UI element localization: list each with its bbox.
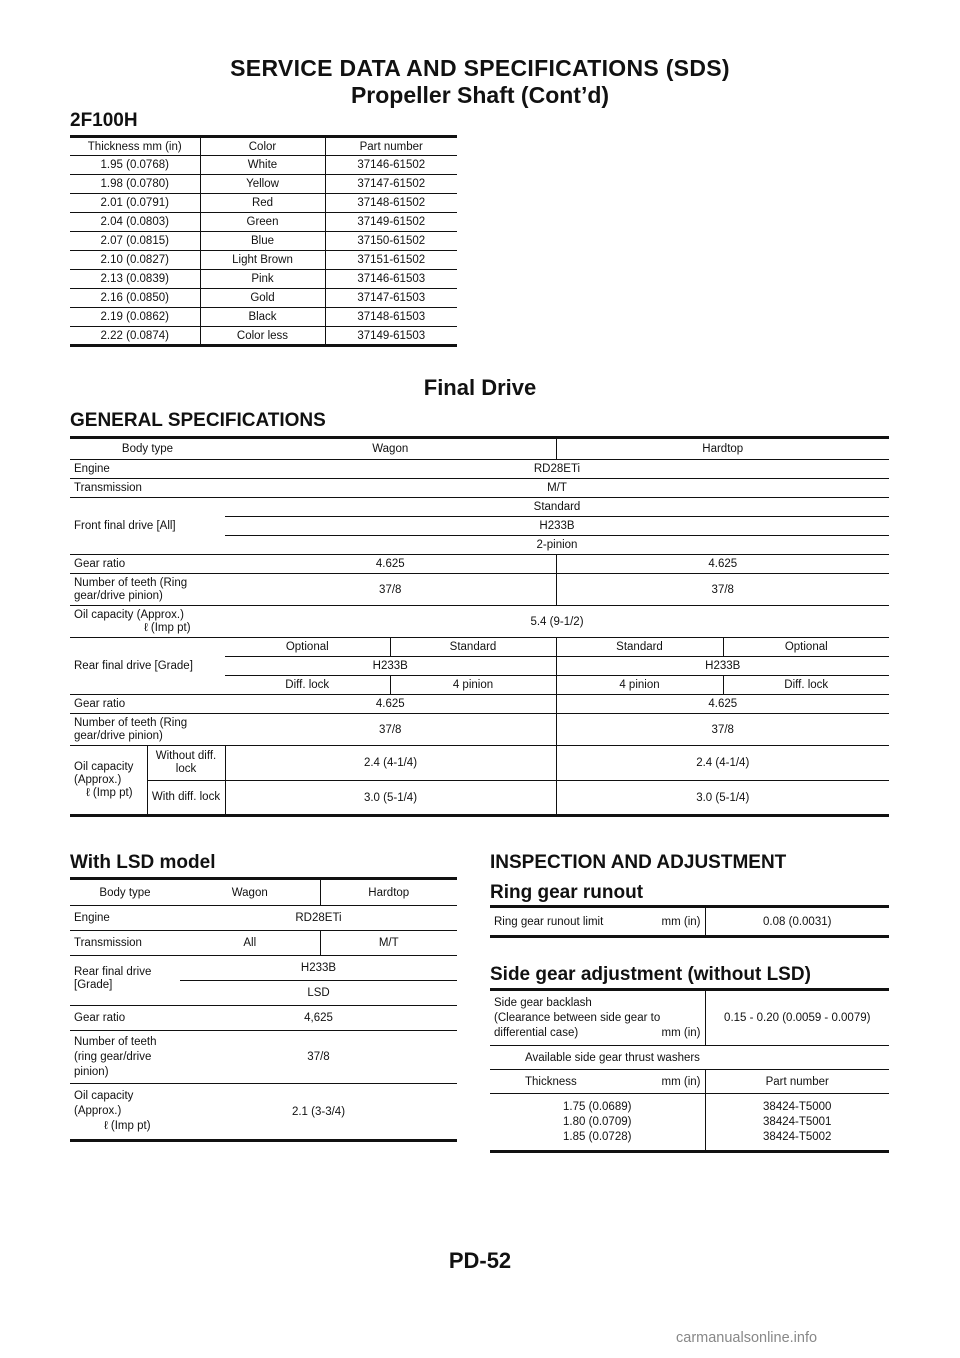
shim-table bbox=[70, 135, 457, 347]
part-header: Part number bbox=[705, 1070, 889, 1094]
shim-cell: 2.04 (0.0803) bbox=[70, 213, 200, 232]
lsd-oil-unit: ℓ (Imp pt) bbox=[104, 1120, 151, 1132]
lsd-oil-value: 2.1 (3-3/4) bbox=[291, 1105, 346, 1118]
front-teeth-hardtop: 37/8 bbox=[556, 574, 889, 606]
shim-cell: Light Brown bbox=[200, 251, 325, 270]
rear-grade-1: Optional bbox=[225, 638, 390, 657]
shim-cell: 2.22 (0.0874) bbox=[100, 329, 169, 342]
shim-cell: Color less bbox=[200, 327, 325, 346]
part-1: 38424-T5000 bbox=[763, 1100, 832, 1113]
rear-model-hardtop: H233B bbox=[556, 657, 889, 676]
rear-gear-ratio-label: Gear ratio bbox=[70, 695, 225, 714]
shim-cell: 37151-61502 bbox=[325, 251, 457, 270]
shim-cell: Red bbox=[200, 194, 325, 213]
rear-teeth-wagon: 37/8 bbox=[225, 714, 556, 746]
shim-cell: Yellow bbox=[200, 175, 325, 194]
backlash-line-3-row bbox=[494, 1026, 701, 1041]
backlash-line-1: Side gear backlash bbox=[494, 996, 592, 1009]
backlash-line-2: (Clearance between side gear to bbox=[494, 1011, 661, 1024]
rear-teeth-hardtop: 37/8 bbox=[556, 714, 889, 746]
lsd-gear-ratio-label: Gear ratio bbox=[70, 1006, 180, 1031]
lsd-trans-hardtop: M/T bbox=[320, 931, 457, 956]
shim-cell: 2.16 (0.0850) bbox=[70, 289, 200, 308]
thickness-unit: mm (in) bbox=[661, 1075, 701, 1088]
front-model: H233B bbox=[225, 517, 889, 536]
shim-cell: 2.19 (0.0862) bbox=[70, 308, 200, 327]
rear-teeth-label: Number of teeth (Ring gear/drive pinion) bbox=[70, 714, 225, 746]
shim-cell: 2.13 (0.0839) bbox=[70, 270, 200, 289]
lsd-oil-label-text: Oil capacity (Approx.) bbox=[74, 1090, 134, 1117]
shim-cell: 2.01 (0.0791) bbox=[70, 194, 200, 213]
shim-header-row bbox=[70, 137, 457, 156]
inspection-heading: INSPECTION AND ADJUSTMENT bbox=[490, 852, 787, 873]
lsd-teeth-label: Number of teeth (ring gear/drive pinion) bbox=[70, 1031, 180, 1084]
part-3: 38424-T5002 bbox=[763, 1130, 832, 1143]
shim-cell: 37148-61503 bbox=[325, 308, 457, 327]
front-grade: Standard bbox=[225, 498, 889, 517]
shim-row bbox=[70, 289, 457, 308]
lsd-rear-model: H233B bbox=[180, 956, 457, 981]
runout-label bbox=[490, 907, 705, 937]
thickness-1: 1.75 (0.0689) bbox=[563, 1100, 632, 1113]
lsd-gear-ratio: 4,625 bbox=[180, 1006, 457, 1031]
thickness-header bbox=[490, 1070, 705, 1094]
shim-row bbox=[70, 308, 457, 327]
rear-model-wagon: H233B bbox=[225, 657, 556, 676]
shim-col-header: Thickness mm (in) bbox=[70, 137, 200, 156]
engine-value: RD28ETi bbox=[225, 460, 889, 479]
shim-row bbox=[70, 156, 457, 175]
shim-row bbox=[70, 327, 457, 346]
shim-row bbox=[70, 251, 457, 270]
shim-cell: 37147-61502 bbox=[325, 175, 457, 194]
shim-cell: 2.10 (0.0827) bbox=[70, 251, 200, 270]
front-teeth-label: Number of teeth (Ring gear/drive pinion) bbox=[70, 574, 225, 606]
shim-cell: Green bbox=[200, 213, 325, 232]
lsd-oil-label bbox=[70, 1084, 180, 1141]
shim-heading: 2F100H bbox=[70, 110, 138, 131]
backlash-line-3: differential case) bbox=[494, 1026, 579, 1039]
rear-type-3: 4 pinion bbox=[556, 676, 723, 695]
front-oil-value: 5.4 (9-1/2) bbox=[225, 606, 889, 638]
lsd-table bbox=[70, 877, 457, 1142]
lsd-engine-value: RD28ETi bbox=[180, 906, 457, 931]
shim-cell: Blue bbox=[200, 232, 325, 251]
lsd-heading: With LSD model bbox=[70, 852, 216, 873]
rear-grade-4: Optional bbox=[723, 638, 889, 657]
thickness-values bbox=[490, 1094, 705, 1152]
side-gear-heading: Side gear adjustment (without LSD) bbox=[490, 964, 811, 985]
body-type-hardtop: Hardtop bbox=[556, 438, 889, 460]
rear-oil-label bbox=[70, 746, 147, 816]
backlash-unit: mm (in) bbox=[661, 1026, 701, 1039]
rear-gear-ratio-hardtop: 4.625 bbox=[556, 695, 889, 714]
runout-table bbox=[490, 905, 889, 938]
general-spec-table bbox=[70, 436, 889, 817]
shim-row bbox=[70, 232, 457, 251]
rear-oil-label-text: Oil capacity (Approx.) bbox=[74, 760, 134, 786]
shim-row bbox=[70, 213, 457, 232]
rear-gear-ratio-wagon: 4.625 bbox=[225, 695, 556, 714]
rear-type-2: 4 pinion bbox=[390, 676, 556, 695]
runout-unit: mm (in) bbox=[661, 915, 701, 928]
rear-type-4: Diff. lock bbox=[723, 676, 889, 695]
lsd-body-wagon: Wagon bbox=[180, 879, 320, 906]
thickness-label: Thickness bbox=[525, 1075, 577, 1088]
transmission-label: Transmission bbox=[70, 479, 225, 498]
page-header-subtitle: Propeller Shaft (Cont’d) bbox=[350, 82, 610, 108]
oil-without-wagon: 2.4 (4-1/4) bbox=[225, 746, 556, 781]
shim-cell: 37149-61502 bbox=[325, 213, 457, 232]
body-type-wagon: Wagon bbox=[225, 438, 556, 460]
front-oil-unit: ℓ (Imp pt) bbox=[144, 621, 191, 634]
shim-cell: Black bbox=[200, 308, 325, 327]
lsd-transmission-label: Transmission bbox=[70, 931, 180, 956]
thickness-3: 1.85 (0.0728) bbox=[563, 1130, 632, 1143]
front-drive-label: Front final drive [All] bbox=[70, 498, 225, 555]
front-gear-ratio-label: Gear ratio bbox=[70, 555, 225, 574]
shim-cell: Pink bbox=[200, 270, 325, 289]
shim-cell: White bbox=[200, 156, 325, 175]
lsd-rear-type: LSD bbox=[180, 981, 457, 1006]
oil-with-hardtop: 3.0 (5-1/4) bbox=[556, 781, 889, 816]
engine-label: Engine bbox=[70, 460, 225, 479]
runout-heading: Ring gear runout bbox=[490, 882, 644, 903]
runout-value: 0.08 (0.0031) bbox=[705, 907, 889, 937]
shim-cell: 2.07 (0.0815) bbox=[70, 232, 200, 251]
with-lock-label: With diff. lock bbox=[151, 791, 221, 803]
oil-without-hardtop: 2.4 (4-1/4) bbox=[556, 746, 889, 781]
part-2: 38424-T5001 bbox=[763, 1115, 832, 1128]
side-gear-table bbox=[490, 988, 889, 1153]
lsd-body-type-label: Body type bbox=[70, 879, 180, 906]
thickness-2: 1.80 (0.0709) bbox=[563, 1115, 632, 1128]
runout-label-text: Ring gear runout limit bbox=[494, 915, 604, 928]
shim-cell: 1.98 (0.0780) bbox=[70, 175, 200, 194]
front-gear-ratio-wagon: 4.625 bbox=[225, 555, 556, 574]
body-type-label: Body type bbox=[70, 438, 225, 460]
part-values bbox=[705, 1094, 889, 1152]
transmission-value: M/T bbox=[225, 479, 889, 498]
shim-row bbox=[70, 175, 457, 194]
backlash-value: 0.15 - 0.20 (0.0059 - 0.0079) bbox=[705, 990, 889, 1046]
page-number: PD-52 bbox=[448, 1248, 512, 1273]
shim-cell: 37149-61503 bbox=[325, 327, 457, 346]
shim-cell: 37150-61502 bbox=[325, 232, 457, 251]
rear-type-1: Diff. lock bbox=[225, 676, 390, 695]
page-header-title: SERVICE DATA AND SPECIFICATIONS (SDS) bbox=[230, 55, 730, 81]
shim-cell: 1.95 (0.0768) bbox=[70, 156, 200, 175]
oil-with-wagon: 3.0 (5-1/4) bbox=[225, 781, 556, 816]
lsd-teeth: 37/8 bbox=[180, 1031, 457, 1084]
without-lock-label: Without diff. lock bbox=[147, 746, 225, 781]
shim-row bbox=[70, 270, 457, 289]
front-teeth-wagon: 37/8 bbox=[225, 574, 556, 606]
shim-cell: Gold bbox=[200, 289, 325, 308]
rear-grade-2: Standard bbox=[390, 638, 556, 657]
shim-cell: 37146-61503 bbox=[325, 270, 457, 289]
rear-drive-label: Rear final drive [Grade] bbox=[70, 638, 225, 695]
final-drive-title: Final Drive bbox=[423, 375, 537, 400]
front-gear-ratio-hardtop: 4.625 bbox=[556, 555, 889, 574]
lsd-rear-label: Rear final drive [Grade] bbox=[70, 956, 180, 1006]
lsd-engine-label: Engine bbox=[70, 906, 180, 931]
shim-cell: 37146-61502 bbox=[325, 156, 457, 175]
shim-col-header: Part number bbox=[325, 137, 457, 156]
rear-oil-unit: ℓ (Imp pt) bbox=[86, 786, 133, 799]
rear-grade-3: Standard bbox=[556, 638, 723, 657]
front-oil-label-text: Oil capacity (Approx.) bbox=[74, 608, 184, 621]
front-oil-label bbox=[70, 606, 225, 638]
watermark: carmanualsonline.info bbox=[676, 1330, 818, 1346]
shim-row bbox=[70, 194, 457, 213]
shim-cell: 37147-61503 bbox=[325, 289, 457, 308]
front-pinion: 2-pinion bbox=[225, 536, 889, 555]
shim-cell: 37148-61502 bbox=[325, 194, 457, 213]
shim-col-header: Color bbox=[200, 137, 325, 156]
general-spec-heading: GENERAL SPECIFICATIONS bbox=[70, 410, 326, 431]
washers-label: Available side gear thrust washers bbox=[490, 1046, 889, 1070]
lsd-body-hardtop: Hardtop bbox=[320, 879, 457, 906]
backlash-label bbox=[490, 990, 705, 1046]
lsd-trans-wagon: All bbox=[180, 931, 320, 956]
